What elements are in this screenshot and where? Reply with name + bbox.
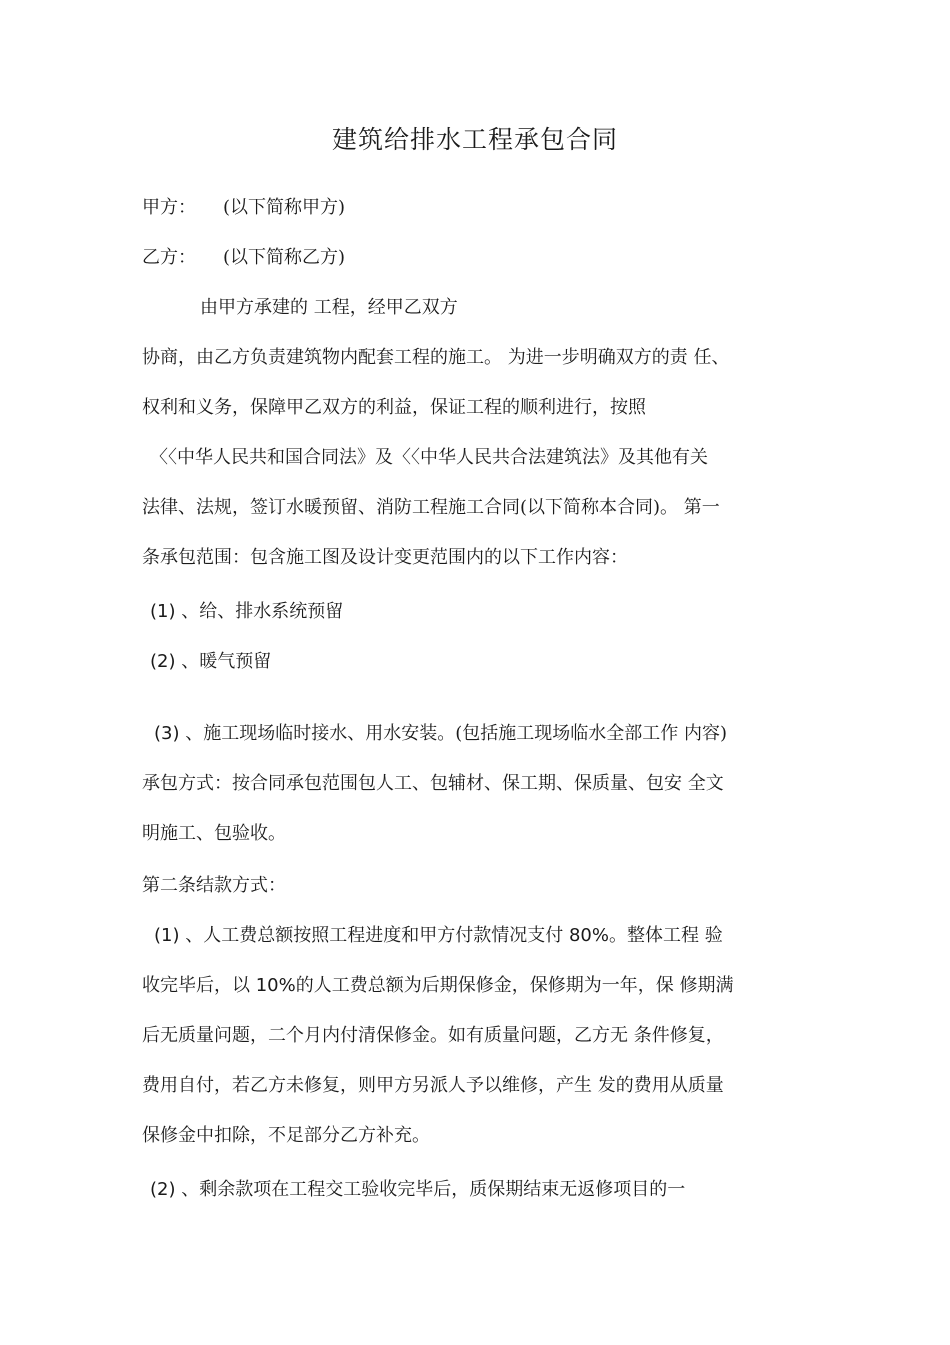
paragraph-line: 法律、法规，签订水暖预留、消防工程施工合同(以下简称本合同)。 第一 [142, 497, 720, 518]
list-item-text: 、暖气预留 [175, 651, 272, 672]
list-item-number: (2) [150, 1179, 176, 1200]
paragraph-line: 权利和义务，保障甲乙双方的利益，保证工程的顺利进行，按照 [142, 397, 646, 418]
paragraph-line [142, 974, 733, 998]
percentage: 10% [255, 975, 296, 996]
list-item [154, 924, 723, 948]
paragraph-line: 〈〈中华人民共和国合同法》及〈〈中华人民共合法建筑法》及其他有关 [150, 447, 708, 468]
list-item-text: 、施工现场临时接水、用水安装。(包括施工现场临水全部工作 内容) [179, 723, 727, 744]
list-item-number: (2) [150, 651, 176, 672]
paragraph-line: 费用自付，若乙方未修复，则甲方另派人予以维修，产生 发的费用从质量 [142, 1075, 724, 1096]
list-item [150, 650, 271, 674]
paragraph-line: 后无质量问题，二个月内付清保修金。如有质量问题，乙方无 条件修复， [142, 1025, 724, 1046]
paragraph-text: 的人工费总额为后期保修金，保修期为一年，保 修期满 [295, 975, 734, 996]
list-item [150, 600, 343, 624]
percentage: 80% [568, 925, 609, 946]
paragraph-line: 保修金中扣除，不足部分乙方补充。 [142, 1125, 430, 1146]
list-item [150, 1178, 685, 1202]
paragraph-line: 承包方式：按合同承包范围包人工、包辅材、保工期、保质量、包安 全文 [142, 773, 724, 794]
paragraph-line: 由甲方承建的 工程，经甲乙双方 [200, 297, 458, 318]
list-item [154, 722, 727, 746]
party-b-line: 乙方： (以下简称乙方) [142, 247, 346, 268]
list-item-number: (3) [154, 723, 180, 744]
document-title: 建筑给排水工程承包合同 [331, 125, 618, 154]
list-item-number: (1) [154, 925, 180, 946]
list-item-text: 、剩余款项在工程交工验收完毕后，质保期结束无返修项目的一 [175, 1179, 686, 1200]
paragraph-line: 条承包范围：包含施工图及设计变更范围内的以下工作内容： [142, 547, 628, 568]
section-heading: 第二条结款方式： [142, 875, 286, 896]
paragraph-text: 收完毕后，以 [142, 975, 256, 996]
paragraph-line: 明施工、包验收。 [142, 823, 286, 844]
list-item-number: (1) [150, 601, 176, 622]
party-a-line: 甲方： (以下简称甲方) [142, 197, 346, 218]
paragraph-line: 协商，由乙方负责建筑物内配套工程的施工。 为进一步明确双方的责 任、 [142, 347, 730, 368]
list-item-text: 、人工费总额按照工程进度和甲方付款情况支付 [179, 925, 569, 946]
list-item-text: 、给、排水系统预留 [175, 601, 344, 622]
list-item-text: 。整体工程 验 [608, 925, 723, 946]
